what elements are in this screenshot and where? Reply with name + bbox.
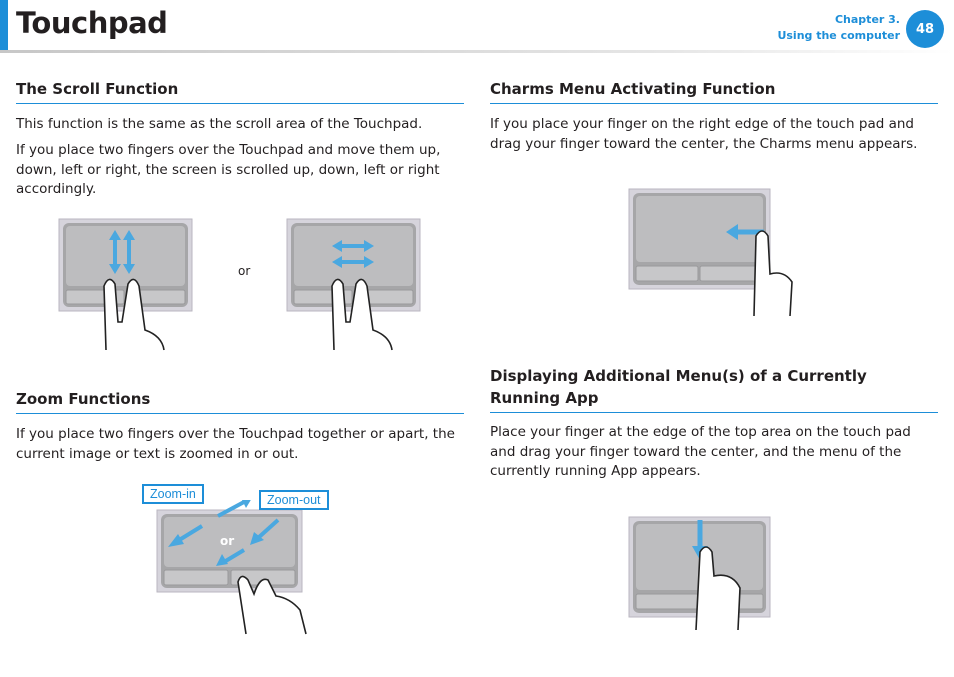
chapter-info xyxy=(777,12,900,44)
horizontal-scroll-illustration xyxy=(286,218,422,354)
charms-illustration xyxy=(628,188,798,320)
zoom-in-callout: Zoom-in xyxy=(142,484,204,504)
pointing-hand-icon xyxy=(754,231,792,316)
scroll-heading: The Scroll Function xyxy=(16,78,464,104)
charms-heading: Charms Menu Activating Function xyxy=(490,78,938,104)
header-divider xyxy=(0,50,954,53)
charms-para: If you place your finger on the right edge of the touch pad and drag your finger toward the center, the Charms menu appears. xyxy=(490,116,918,152)
zoom-illustration xyxy=(140,500,340,636)
app-menu-heading: Displaying Additional Menu(s) of a Currently Running App xyxy=(490,365,938,413)
chapter-label: Chapter 3. xyxy=(834,13,900,26)
scroll-para-2: If you place two fingers over the Touchpad and move them up, down, left or right, the screen is scrolled up, down, left or right accordingly. xyxy=(16,142,441,197)
zoom-heading: Zoom Functions xyxy=(16,388,464,414)
chapter-name: Using the computer xyxy=(777,29,900,42)
zoom-out-callout: Zoom-out xyxy=(259,490,329,510)
app-menu-illustration xyxy=(628,516,798,636)
zoom-or-label: or xyxy=(220,534,235,548)
scroll-para-1: This function is the same as the scroll area of the Touchpad. xyxy=(16,116,423,132)
vertical-scroll-illustration xyxy=(58,218,194,354)
app-menu-para: Place your finger at the edge of the top area on the touch pad and drag your finger toward the center, and the menu of the currently running App appears. xyxy=(490,424,911,479)
scroll-or-label: or xyxy=(238,264,251,278)
page-number-badge: 48 xyxy=(906,10,944,48)
zoom-para: If you place two fingers over the Touchpad together or apart, the current image or text is zoomed in or out. xyxy=(16,426,455,462)
page-title: Touchpad xyxy=(16,6,168,40)
header-accent-bar xyxy=(0,0,8,52)
